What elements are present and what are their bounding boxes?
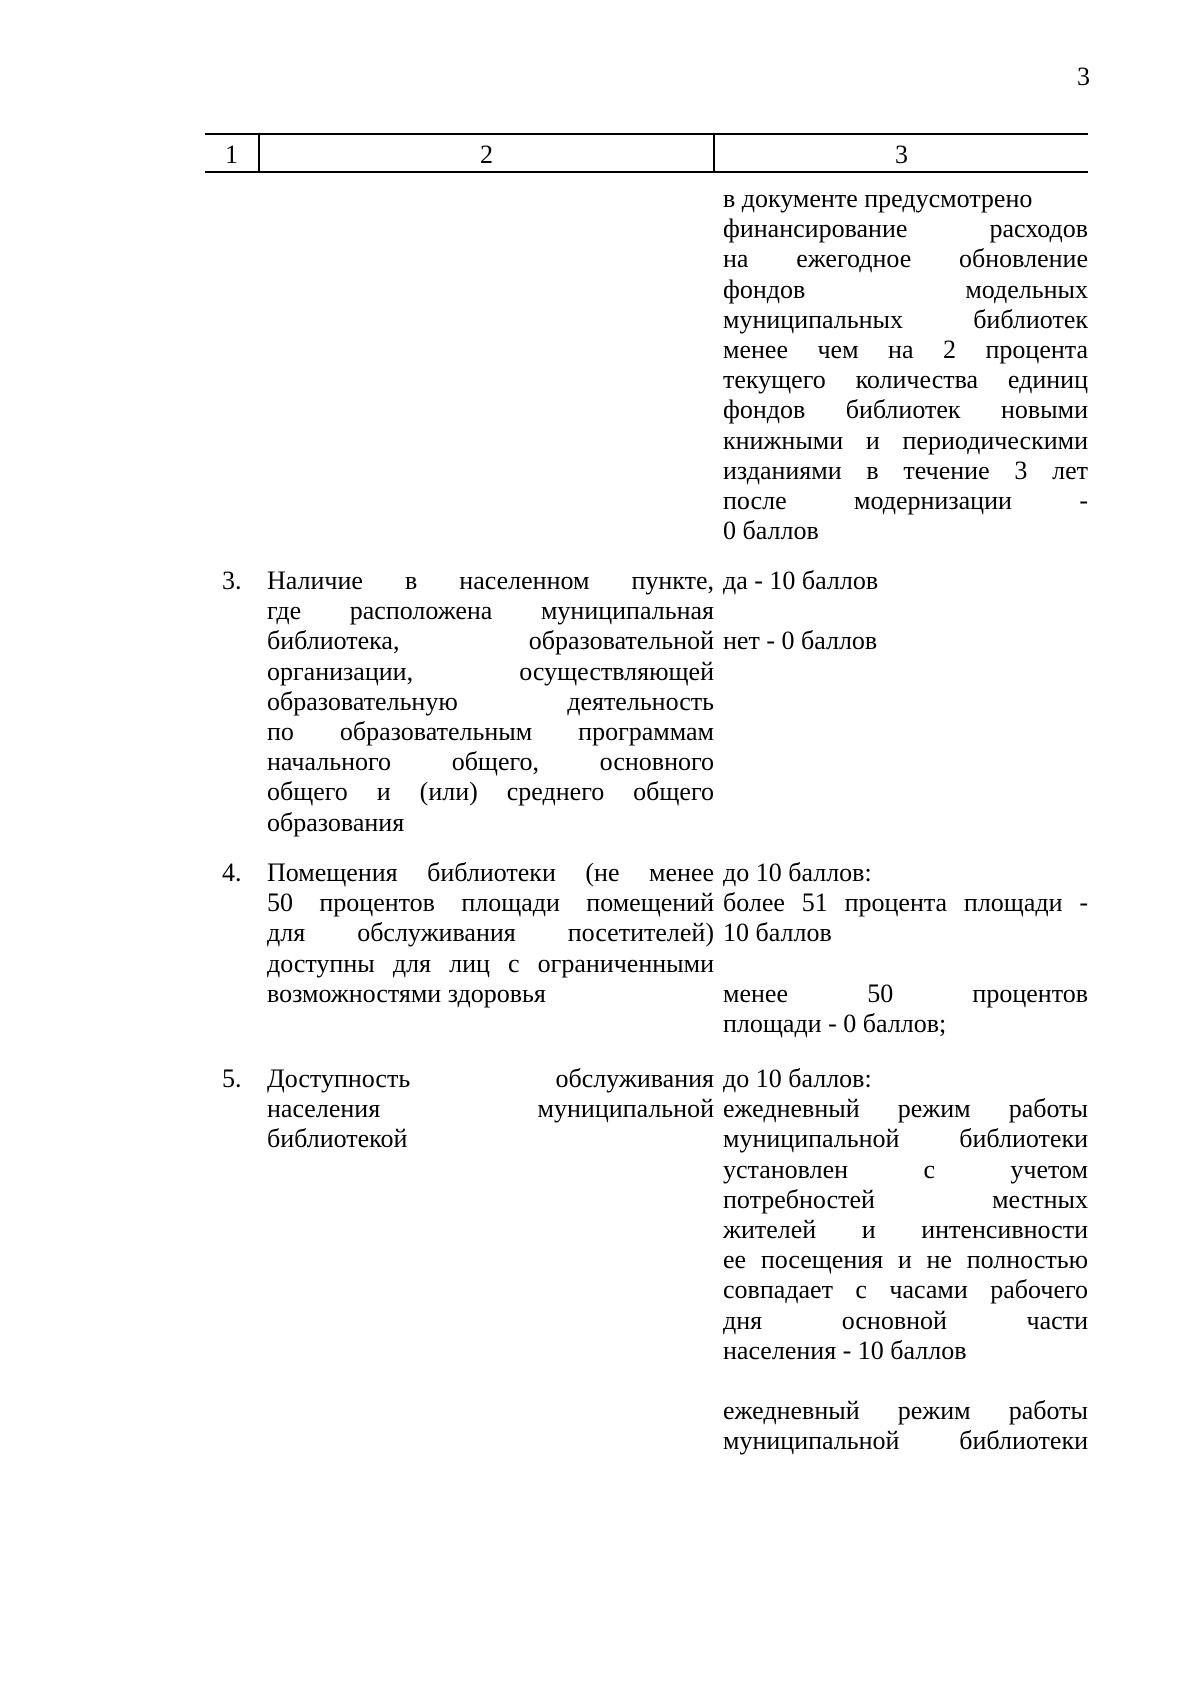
criterion-line: доступны для лиц с ограниченными [267, 948, 714, 978]
continuation-line: после модернизации - [723, 486, 1088, 515]
continuation-line: 0 баллов [723, 516, 819, 546]
continuation-line: фондов библиотек новыми [723, 395, 1088, 425]
header-col-3: 3 [895, 140, 908, 169]
row-number: 3. [222, 566, 242, 595]
continuation-line: в документе предусмотрено [723, 184, 1033, 213]
criterion-line: по образовательным программам [267, 717, 714, 746]
table-header-row [205, 133, 1088, 173]
score-line: 10 баллов [723, 918, 832, 948]
score-line: населения - 10 баллов [723, 1335, 967, 1365]
continuation-line: фондов модельных [723, 274, 1088, 304]
score-line: до 10 баллов: [723, 1064, 872, 1093]
criterion-line: образовательную деятельность [267, 686, 714, 716]
criterion-line: образования [267, 807, 405, 837]
page-number: 3 [1077, 62, 1090, 91]
score-line: совпадает с часами рабочего [723, 1275, 1088, 1305]
criterion-line: общего и (или) среднего общего [267, 777, 714, 807]
score-line: ежедневный режим работы [723, 1396, 1088, 1426]
criterion-line: возможностями здоровья [267, 978, 546, 1008]
criterion-line: населения муниципальной [267, 1094, 714, 1124]
continuation-line: изданиями в течение 3 лет [723, 455, 1088, 485]
criterion-line: 50 процентов площади помещений [267, 888, 714, 918]
score-line: муниципальной библиотеки [723, 1124, 1088, 1154]
row-number: 5. [222, 1064, 242, 1093]
criterion-line: библиотекой [267, 1124, 408, 1154]
score-line: жителей и интенсивности [723, 1215, 1088, 1244]
criterion-line: Наличие в населенном пункте, [267, 566, 714, 595]
continuation-line: менее чем на 2 процента [723, 335, 1088, 364]
criterion-line: Доступность обслуживания [267, 1064, 714, 1093]
score-line: нет - 0 баллов [723, 626, 878, 656]
continuation-line: финансирование расходов [723, 214, 1088, 244]
continuation-line: на ежегодное обновление [723, 244, 1088, 274]
criterion-line: Помещения библиотеки (не менее [267, 858, 714, 887]
score-line: до 10 баллов: [723, 858, 872, 887]
criterion-line: организации, осуществляющей [267, 656, 714, 686]
header-col-1: 1 [205, 135, 260, 171]
score-line: потребностей местных [723, 1184, 1088, 1214]
criterion-line: где расположена муниципальная [267, 596, 714, 626]
score-line: более 51 процента площади - [723, 888, 1088, 918]
score-line: установлен с учетом [723, 1154, 1088, 1184]
criterion-line: библиотека, образовательной [267, 626, 714, 656]
continuation-line: книжными и периодическими [723, 425, 1088, 455]
score-line: да - 10 баллов [723, 566, 879, 595]
score-line: менее 50 процентов [723, 978, 1088, 1008]
row-number: 4. [222, 858, 242, 887]
score-line: площади - 0 баллов; [723, 1009, 947, 1038]
score-line: муниципальной библиотеки [723, 1426, 1088, 1456]
criterion-line: начального общего, основного [267, 747, 714, 777]
continuation-line: текущего количества единиц [723, 365, 1088, 395]
header-col-2: 2 [260, 135, 715, 171]
score-line: ее посещения и не полностью [723, 1245, 1088, 1275]
continuation-line: муниципальных библиотек [723, 304, 1088, 334]
score-line: дня основной части [723, 1305, 1088, 1335]
criterion-line: для обслуживания посетителей) [267, 918, 714, 948]
score-line: ежедневный режим работы [723, 1094, 1088, 1124]
